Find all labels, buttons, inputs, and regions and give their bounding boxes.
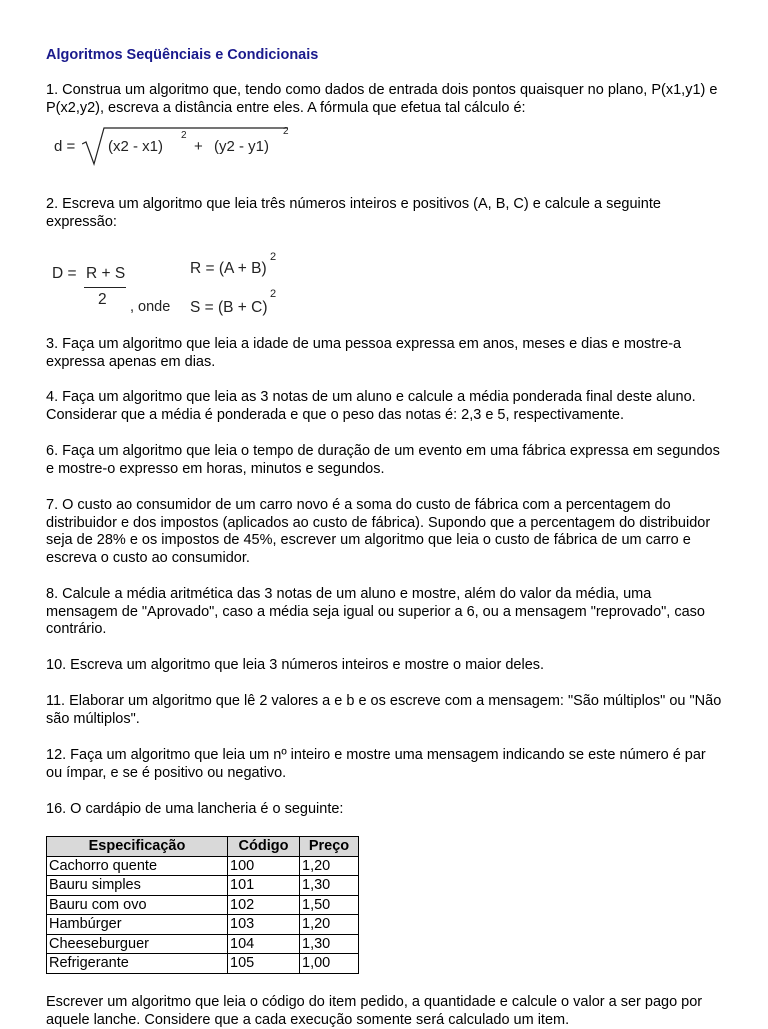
table-row xyxy=(47,856,359,876)
question-16: 16. O cardápio de uma lancheria é o seguinte: xyxy=(46,801,344,817)
question-10: 10. Escreva um algoritmo que leia 3 números inteiros e mostre o maior deles. xyxy=(46,657,545,673)
formula-d-lhs: D = xyxy=(52,265,77,282)
cell-code: 101 xyxy=(228,876,300,896)
formula-exponent-2: 2 xyxy=(283,126,289,137)
cell-code: 103 xyxy=(228,915,300,935)
question-8: 8. Calcule a média aritmética das 3 notas de um aluno e mostre, além do valor da média, uma mensagem de "Aprovado", caso a média seja igual ou superior a 6, ou a mensagem "reprovado", caso contrário. xyxy=(46,586,705,637)
closing-paragraph: Escrever um algoritmo que leia o código do item pedido, a quantidade e calcule o valor a ser pago por aquele lanche. Considere que a cada execução somente será calculado um item. xyxy=(46,994,703,1028)
question-12: 12. Faça um algoritmo que leia um nº inteiro e mostre uma mensagem indicando se este número é par ou ímpar, e se é positivo ou negativo. xyxy=(46,747,706,781)
question-1: 1. Construa um algoritmo que, tendo como dados de entrada dois pontos quaisquer no plano, P(x1,y1) e P(x2,y2), escreva a distância entre eles. A fórmula que efetua tal cálculo é: xyxy=(46,82,718,116)
distance-formula xyxy=(54,124,289,170)
page-title: Algoritmos Seqüênciais e Condicionais xyxy=(46,47,319,63)
formula-term-2: (y2 - y1) xyxy=(214,138,270,155)
formula-onde: , onde xyxy=(130,299,171,315)
cell-price: 1,30 xyxy=(300,934,359,954)
cell-price: 1,00 xyxy=(300,954,359,974)
formula-term-1: (x2 - x1) xyxy=(108,138,164,155)
question-6: 6. Faça um algoritmo que leia o tempo de duração de um evento em uma fábrica expressa em segundos e mostre-o expresso em horas, minutos e segundos. xyxy=(46,443,720,477)
table-row xyxy=(47,915,359,935)
question-4: 4. Faça um algoritmo que leia as 3 notas de um aluno e calcule a média ponderada final deste aluno. Considerar que a média é ponderada e que o peso das notas é: 2,3 e 5, respectivamente. xyxy=(46,389,696,423)
question-2: 2. Escreva um algoritmo que leia três números inteiros e positivos (A, B, C) e calcule a seguinte expressão: xyxy=(46,196,661,230)
cell-price: 1,50 xyxy=(300,895,359,915)
header-especificacao: Especificação xyxy=(47,837,228,857)
cell-item: Cheeseburguer xyxy=(47,934,228,954)
cell-item: Hambúrger xyxy=(47,915,228,935)
formula-s-exponent: 2 xyxy=(270,288,277,300)
formula-numerator: R + S xyxy=(86,265,126,282)
header-codigo: Código xyxy=(228,837,300,857)
menu-table xyxy=(46,836,359,974)
table-header-row xyxy=(47,837,359,857)
formula-r-exponent: 2 xyxy=(270,251,277,263)
cell-price: 1,20 xyxy=(300,856,359,876)
cell-price: 1,30 xyxy=(300,876,359,896)
formula-plus: + xyxy=(194,138,203,155)
cell-code: 100 xyxy=(228,856,300,876)
table-row xyxy=(47,895,359,915)
table-row xyxy=(47,934,359,954)
question-3: 3. Faça um algoritmo que leia a idade de uma pessoa expressa em anos, meses e dias e mostre-a expressa apenas em dias. xyxy=(46,336,682,370)
cell-item: Bauru com ovo xyxy=(47,895,228,915)
fraction-bar xyxy=(84,287,126,288)
cell-item: Bauru simples xyxy=(47,876,228,896)
formula-lhs: d = xyxy=(54,138,76,155)
question-11: 11. Elaborar um algoritmo que lê 2 valores a e b e os escreve com a mensagem: "São múltiplos" ou "Não são múltiplos". xyxy=(46,693,722,727)
table-row xyxy=(47,954,359,974)
cell-item: Refrigerante xyxy=(47,954,228,974)
formula-s-expression: S = (B + C) xyxy=(190,299,268,316)
cell-price: 1,20 xyxy=(300,915,359,935)
question-7: 7. O custo ao consumidor de um carro novo é a soma do custo de fábrica com a percentagem do distribuidor e dos impostos (aplicados ao custo de fábrica). Supondo que a percentagem do distribuidor seja de 28% e os impostos de 45%, escrever um algoritmo que leia o custo de fábrica de um carro e escreva o custo ao consumidor. xyxy=(46,497,711,566)
cell-code: 105 xyxy=(228,954,300,974)
cell-code: 104 xyxy=(228,934,300,954)
table-row xyxy=(47,876,359,896)
header-preco: Preço xyxy=(300,837,359,857)
cell-code: 102 xyxy=(228,895,300,915)
formula-exponent-1: 2 xyxy=(181,130,187,141)
formula-r-expression: R = (A + B) xyxy=(190,260,267,277)
cell-item: Cachorro quente xyxy=(47,856,228,876)
expression-formula xyxy=(50,248,290,318)
formula-denominator: 2 xyxy=(98,291,107,308)
